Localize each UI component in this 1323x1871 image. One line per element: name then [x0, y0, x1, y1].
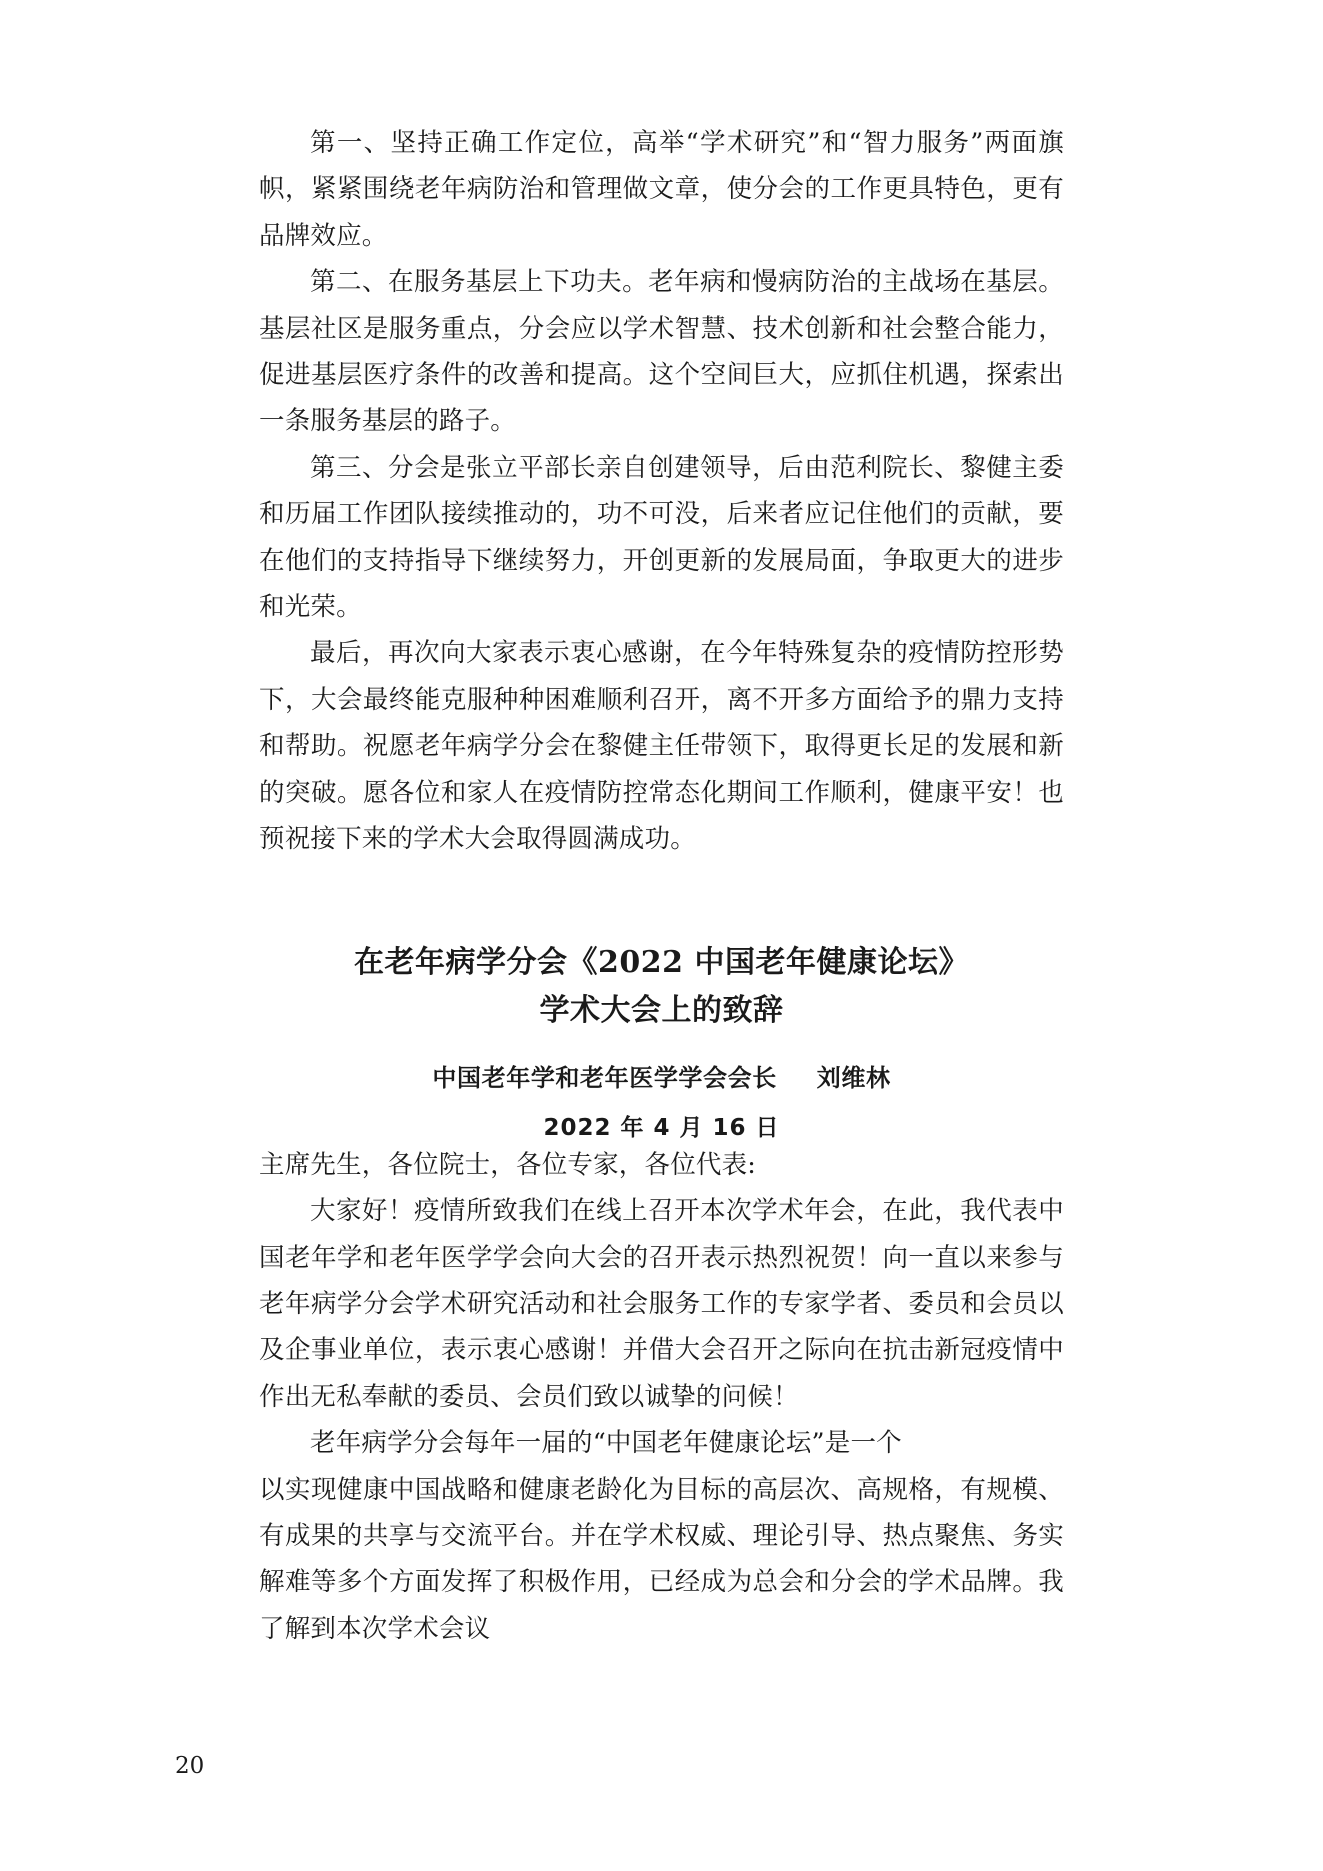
byline-organization: 中国老年学和老年医学学会会长 — [432, 1063, 777, 1092]
page-number: 20 — [175, 1753, 205, 1779]
paragraph-closing: 最后，再次向大家表示衷心感谢，在今年特殊复杂的疫情防控形势下，大会最终能克服种种困难顺利召开，离不开多方面给予的鼎力支持和帮助。祝愿老年病学分会在黎健主任带领下，取得更长足的发展和新的突破。愿各位和家人在疫情防控常态化期间工作顺利，健康平安！也预祝接下来的学术大会取得圆满成功。 — [259, 638, 1064, 855]
paragraph-point-three: 第三、分会是张立平部长亲自创建领导，后由范利院长、黎健主委和历届工作团队接续推动的，功不可没，后来者应记住他们的贡献，要在他们的支持指导下继续努力，开创更新的发展局面，争取更大的进步和光荣。 — [259, 452, 1064, 623]
paragraph-point-one: 第一、坚持正确工作定位，高举“学术研究”和“智力服务”两面旗帜，紧紧围绕老年病防治和管理做文章，使分会的工作更具特色，更有品牌效应。 — [259, 128, 1064, 251]
paragraph-point-two: 第二、在服务基层上下功夫。老年病和慢病防治的主战场在基层。基层社区是服务重点，分会应以学术智慧、技术创新和社会整合能力，促进基层医疗条件的改善和提高。这个空间巨大，应抓住机遇，探索出一条服务基层的路子。 — [259, 267, 1064, 437]
speech-salutation: 主席先生，各位院士，各位专家，各位代表: — [259, 1149, 757, 1180]
speech-date: 2022 年 4 月 16 日 — [543, 1114, 780, 1141]
section-spacer — [259, 863, 1064, 939]
speech-paragraph-3: 以实现健康中国战略和健康老龄化为目标的高层次、高规格，有规模、有成果的共享与交流平台。并在学术权威、理论引导、热点聚焦、务实解难等多个方面发挥了积极作用，已经成为总会和分会的学术品牌。我了解到本次学术会议 — [259, 1474, 1064, 1644]
byline-author-name: 刘维林 — [816, 1063, 891, 1092]
speech-title-line-2: 学术大会上的致辞 — [539, 993, 784, 1029]
speech-paragraph-1: 大家好！疫情所致我们在线上召开本次学术年会，在此，我代表中国老年学和老年医学学会向大会的召开表示热烈祝贺！向一直以来参与老年病学分会学术研究活动和社会服务工作的专家学者、委员和会员以及企事业单位，表示衷心感谢！并借大会召开之际向在抗击新冠疫情中作出无私奉献的委员、会员们致以诚挚的问候！ — [259, 1196, 1064, 1412]
speech-byline — [259, 1058, 1064, 1093]
speech-title — [259, 939, 1064, 1036]
speech-title-line-1: 在老年病学分会《2022 中国老年健康论坛》 — [354, 944, 969, 980]
document-body — [259, 120, 1064, 1652]
speech-paragraph-2: 老年病学分会每年一届的“中国老年健康论坛”是一个 — [310, 1428, 902, 1459]
